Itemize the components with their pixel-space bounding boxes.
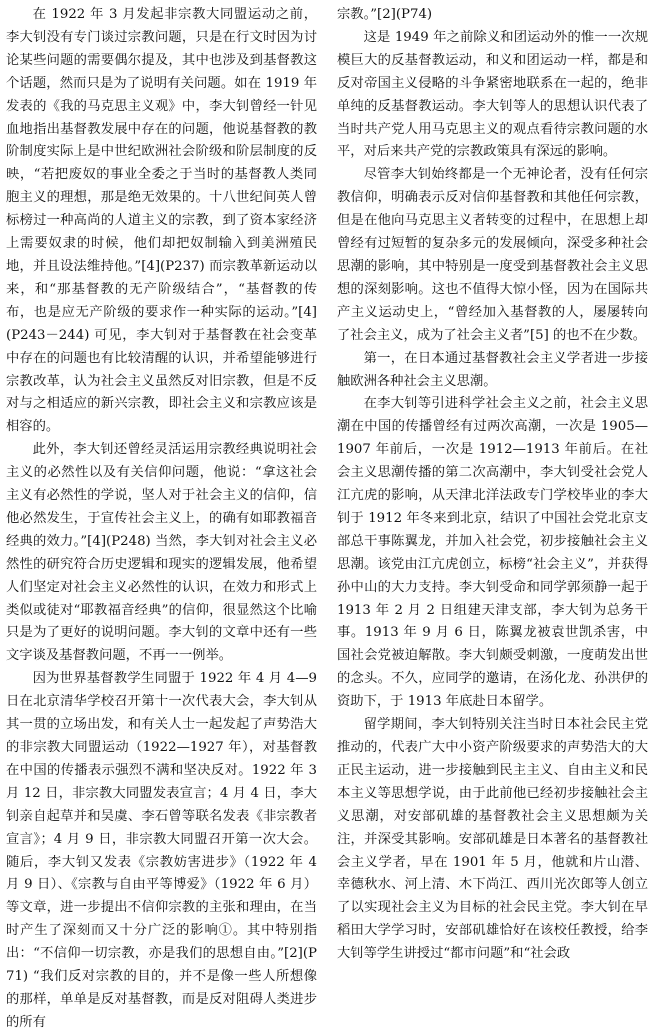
- paragraph: 宗教。”[2](P74): [337, 7, 433, 22]
- left-column: [6, 4, 317, 1035]
- paragraph: 在 1922 年 3 月发起非宗教大同盟运动之前，李大钊没有专门谈过宗教问题，只是在行文时因为讨论某些问题的需要偶尔提及，其中也涉及到基督教这个话题，然而只是为了说明有关问题。如在 1919 年发表的《我的马克思主义观》中，李大钊曾经一针见血地指出基督教发展中存在的问题，他说基督教的教阶制度实际上是中世纪欧洲社会阶级和阶层制度的反映，“若把废奴的事业全委之于当时的基督教人类同胞主义的理想，那是绝无效果的。十八世纪间英人曾标榜过一种高尚的人道主义的宗教，到了资本家经济上需要奴隶的时候，他们却把奴制输入到美洲殖民地，并且设法维持他。”[4](P237) 而宗教革新运动以来，和“那基督教的无产阶级结合”，“基督教的传布，也是应无产阶级的要求作一种实际的运动。”[4](P243－244) 可见，李大钊对于基督教在社会变革中存在的问题也有比较清醒的认识，并希望能够进行宗教改革，认为社会主义虽然反对旧宗教，但是不反对与之相适应的新兴宗教，即社会主义和宗教应该是相容的。: [6, 7, 317, 435]
- paragraph: 留学期间，李大钊特别关注当时日本社会民主党推动的，代表广大中小资产阶级要求的声势浩大的大正民主运动，进一步接触到民主主义、自由主义和民本主义等思想学说，由于此前他已经初步接触社会主义思潮，对安部矶雄的基督教社会主义思想颇为关注，并深受其影响。安部矶雄是日本著名的基督教社会主义学者，早在 1901 年 5 月，他就和片山潜、幸德秋水、河上清、木下尚江、西川光次郎等人创立了以实现社会主义为目标的社会民主党。李大钊在早稻田大学学习时，安部矶雄恰好在该校任教授，给李大钊等学生讲授过“都市问题”和“社会政: [337, 717, 648, 962]
- section-heading: 第一，在日本通过基督教社会主义学者进一步接触欧洲各种社会主义思潮。: [337, 350, 648, 389]
- paragraph: 在李大钊等引进科学社会主义之前，社会主义思潮在中国的传播曾经有过两次高潮，一次是 1905—1907 年前后，一次是 1912—1913 年前后。在社会主义思潮传播的第二次高潮中，李大钊受社会党人江亢虎的影响，从天津北洋法政专门学校毕业的李大钊于 1912 年冬来到北京，结识了中国社会党北京支部总干事陈翼龙，并加入社会党，初步接触社会主义思潮。该党由江亢虎创立，标榜“社会主义”，并获得孙中山的大力支持。李大钊受命和同学郭须静一起于 1913 年 2 月 2 日组建天津支部，李大钊为总务干事。1913 年 9 月 6 日，陈翼龙被袁世凯杀害，中国社会党被迫解散。李大钊颇受刺激，一度萌发出世的念头。不久，应同学的邀请，在汤化龙、孙洪伊的资助下，于 1913 年底赴日本留学。: [337, 396, 648, 710]
- paragraph: 尽管李大钊始终都是一个无神论者，没有任何宗教信仰，明确表示反对信仰基督教和其他任何宗教，但是在他向马克思主义者转变的过程中，在思想上却曾经有过短暂的复杂多元的发展倾向，深受多种社会思潮的影响，其中特别是一度受到基督教社会主义思想的深刻影响。这也不值得大惊小怪，因为在国际共产主义运动史上，“曾经加入基督教的人，屡屡转向了社会主义，成为了社会主义者”[5] 的也不在少数。: [337, 167, 648, 343]
- paragraph: 此外，李大钊还曾经灵活运用宗教经典说明社会主义的必然性以及有关信仰问题，他说：“拿这社会主义有必然性的学说，坚人对于社会主义的信仰，信他必然发生，于宣传社会主义上，的确有如耶教福音经典的效力。”[4](P248) 当然，李大钊对社会主义必然性的研究符合历史逻辑和现实的逻辑发展，他希望人们坚定对社会主义必然性的认识，在效力和形式上类似或徒对“耶教福音经典”的信仰，很显然这个比喻只是为了更好的说明问题。李大钊的文章中还有一些文字谈及基督教问题，不再一一例举。: [6, 442, 317, 664]
- paragraph: 这是 1949 年之前除义和团运动外的惟一一次规模巨大的反基督教运动，和义和团运动一样，都是和反对帝国主义侵略的斗争紧密地联系在一起的，绝非单纯的反基督教运动。李大钊等人的思想认识代表了当时共产党人用马克思主义的观点看待宗教问题的水平，对后来共产党的宗教政策具有深远的影响。: [337, 29, 648, 160]
- right-column: [337, 4, 648, 966]
- paragraph: 因为世界基督教学生同盟于 1922 年 4 月 4—9 日在北京清华学校召开第十一次代表大会，李大钊从其一贯的立场出发，和有关人士一起发起了声势浩大的非宗教大同盟运动（1922—1927 年），对基督教在中国的传播表示强烈不满和坚决反对。1922 年 3 月 12 日，非宗教大同盟发表宣言；4 月 4 日，李大钊亲自起草并和吴虞、李石曾等联名发表《非宗教者宣言》；4 月 9 日，非宗教大同盟召开第一次大会。随后，李大钊又发表《宗教妨害进步》（1922 年 4 月 9 日）、《宗教与自由平等博爱》（1922 年 6 月）等文章，进一步提出不信仰宗教的主张和理由，在当时产生了深刻而又十分广泛的影响①。其中特别指出：“不信仰一切宗教，亦是我们的思想自由。”[2](P71) “我们反对宗教的目的，并不是像一些人所想像的那样，单单是反对基督教，而是反对阻碍人类进步的所有: [6, 671, 317, 1030]
